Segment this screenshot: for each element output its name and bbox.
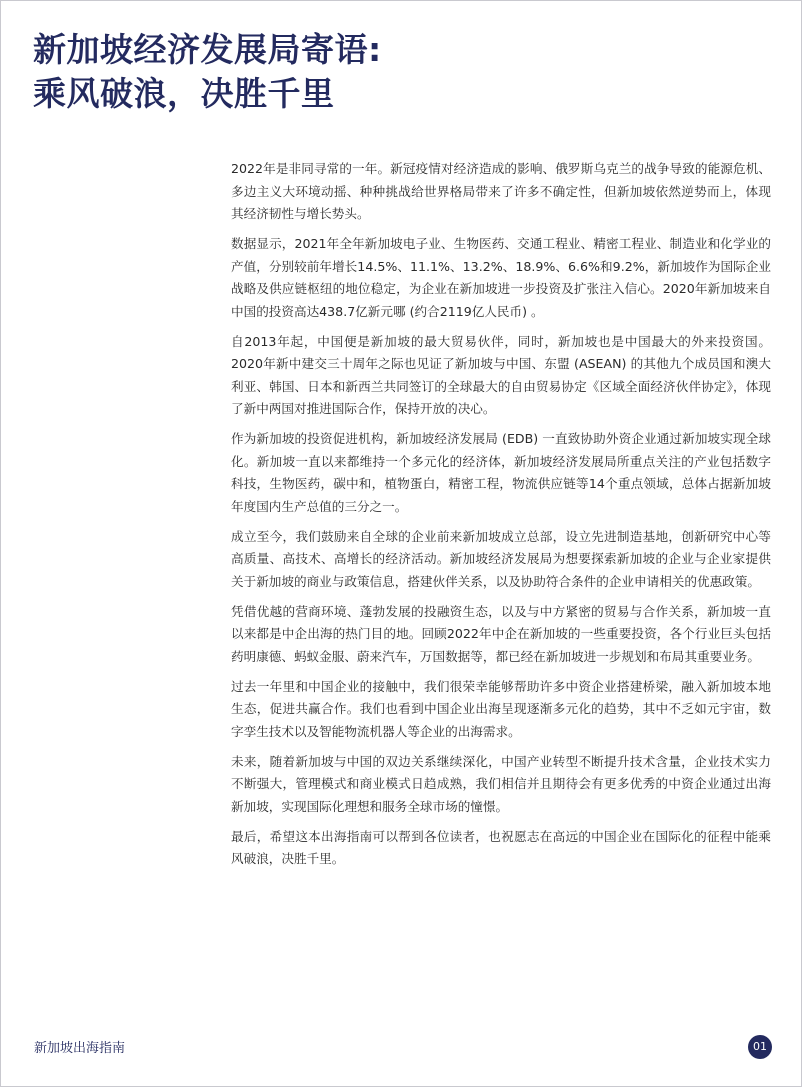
paragraph: 凭借优越的营商环境、蓬勃发展的投融资生态，以及与中方紧密的贸易与合作关系，新加坡一直以来都是中企出海的热门目的地。回顾2022年中企在新加坡的一些重要投资，各个行业巨头包括药明康德、蚂蚁金服、蔚来汽车，万国数据等，都已经在新加坡进一步规划和布局其重要业务。: [231, 603, 771, 664]
paragraph: 最后，希望这本出海指南可以帮到各位读者，也祝愿志在高远的中国企业在国际化的征程中能乘风破浪，决胜千里。: [231, 828, 771, 866]
paragraph: 自2013年起，中国便是新加坡的最大贸易伙伴，同时，新加坡也是中国最大的外来投资国。2020年新中建交三十周年之际也见证了新加坡与中国、东盟 (ASEAN) 的其他九个成员国和澳大利亚、韩国、日本和新西兰共同签订的全球最大的自由贸易协定《区域全面经济伙伴协定》，体现了新中两国对推进国际合作，保持开放的决心。: [231, 333, 771, 416]
paragraph: 数据显示，2021年全年新加坡电子业、生物医药、交通工程业、精密工程业、制造业和化学业的产值，分别较前年增长14.5%、11.1%、13.2%、18.9%、6.6%和9.2%，新加坡作为国际企业战略及供应链枢纽的地位稳定，为企业在新加坡进一步投资及扩张注入信心。2020年新加坡来自中国的投资高达438.7亿新元哪 (约合2119亿人民币) 。: [231, 236, 771, 319]
page-number-badge: 01: [748, 1035, 772, 1059]
paragraph: 2022年是非同寻常的一年。新冠疫情对经济造成的影响、俄罗斯乌克兰的战争导致的能源危机、多边主义大环境动摇、种种挑战给世界格局带来了许多不确定性，但新加坡依然逆势而上，体现其经济韧性与增长势头。: [231, 161, 771, 221]
paragraph: 作为新加坡的投资促进机构，新加坡经济发展局 (EDB) 一直致协助外资企业通过新加坡实现全球化。新加坡一直以来都维持一个多元化的经济体，新加坡经济发展局所重点关注的产业包括数字科技，生物医药，碳中和，植物蛋白，精密工程，物流供应链等14个重点领域，总体占据新加坡年度国内生产总值的三分之一。: [231, 431, 771, 514]
paragraph: 过去一年里和中国企业的接触中，我们很荣幸能够帮助许多中资企业搭建桥梁，融入新加坡本地生态，促进共赢合作。我们也看到中国企业出海呈现逐渐多元化的趋势，其中不乏如元宇宙，数字孪生技术以及智能物流机器人等企业的出海需求。: [231, 678, 771, 739]
page-title: [33, 28, 773, 116]
title-line-2: 乘风破浪，决胜千里: [33, 74, 335, 113]
footer-guide-title: 新加坡出海指南: [34, 1041, 126, 1056]
paragraph: 成立至今，我们鼓励来自全球的企业前来新加坡成立总部，设立先进制造基地，创新研究中心等高质量、高技术、高增长的经济活动。新加坡经济发展局为想要探索新加坡的企业与企业家提供关于新加坡的商业与政策信息，搭建伙伴关系，以及协助符合条件的企业申请相关的优惠政策。: [231, 528, 771, 589]
article-body: [231, 158, 771, 878]
paragraph: 未来，随着新加坡与中国的双边关系继续深化，中国产业转型不断提升技术含量，企业技术实力不断强大，管理模式和商业模式日趋成熟，我们相信并且期待会有更多优秀的中资企业通过出海新加坡，实现国际化理想和服务全球市场的憧憬。: [231, 753, 771, 814]
title-line-1: 新加坡经济发展局寄语:: [33, 30, 382, 69]
